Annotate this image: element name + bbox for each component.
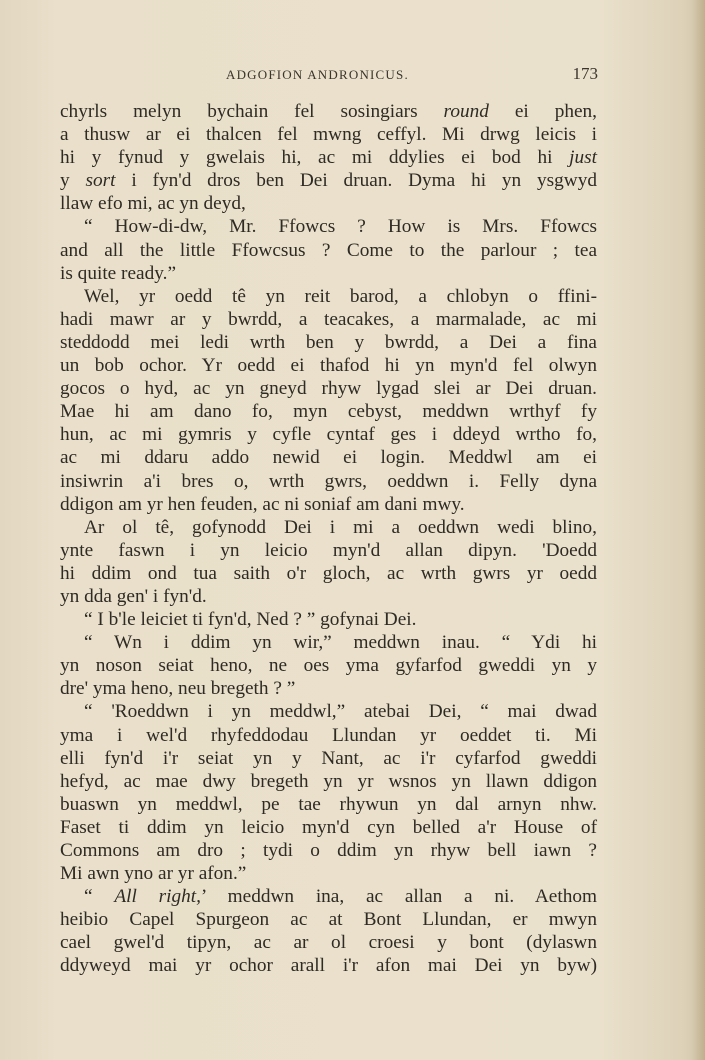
text-line bbox=[60, 123, 597, 146]
text-segment: Ar ol tê, gofynodd Dei i mi a oeddwn wedi blino, bbox=[84, 516, 597, 538]
text-line bbox=[60, 423, 597, 446]
body-text bbox=[60, 100, 597, 978]
running-head bbox=[58, 64, 598, 86]
text-line bbox=[60, 146, 597, 169]
text-segment: chyrls melyn bychain fel sosingiars bbox=[60, 101, 444, 122]
text-segment: “ 'Roeddwn i yn meddwl,” atebai Dei, “ mai dwad bbox=[84, 701, 597, 723]
text-line bbox=[60, 215, 597, 238]
text-line bbox=[60, 377, 597, 400]
text-segment: “ bbox=[84, 886, 115, 908]
text-line bbox=[60, 400, 597, 423]
text-line bbox=[60, 285, 597, 308]
text-segment: hefyd, ac mae dwy bregeth yn yr wsnos yn llawn ddigon bbox=[60, 770, 597, 792]
text-line bbox=[60, 169, 597, 192]
text-segment: yn dda gen' i fyn'd. bbox=[60, 585, 207, 607]
text-line bbox=[60, 862, 597, 885]
text-line bbox=[60, 608, 597, 631]
text-line bbox=[60, 446, 597, 469]
text-segment: Mi awn yno ar yr afon.” bbox=[60, 863, 247, 885]
text-segment: gocos o hyd, ac yn gneyd rhyw lygad slei ar Dei druan. bbox=[60, 378, 597, 400]
text-line bbox=[60, 262, 597, 285]
italic-text: sort bbox=[85, 170, 116, 192]
text-segment: hi ddim ond tua saith o'r gloch, ac wrth gwrs yr oedd bbox=[60, 562, 597, 584]
text-line bbox=[60, 354, 597, 377]
text-line bbox=[60, 470, 597, 493]
text-line bbox=[60, 954, 597, 977]
text-segment: y bbox=[60, 170, 86, 192]
text-line bbox=[60, 562, 597, 585]
text-segment: Wel, yr oedd tê yn reit barod, a chlobyn o ffini- bbox=[84, 285, 597, 307]
text-segment: insiwrin a'i bres o, wrth gwrs, oeddwn i. Felly dyna bbox=[60, 470, 597, 492]
text-line bbox=[60, 100, 597, 123]
text-segment: hadi mawr ar y bwrdd, a teacakes, a marmalade, ac mi bbox=[60, 308, 597, 330]
text-segment: steddodd mei ledi wrth ben y bwrdd, a Dei a fina bbox=[60, 331, 597, 353]
text-line bbox=[60, 493, 597, 516]
italic-text: round bbox=[443, 101, 489, 122]
text-segment: hi y fynud y gwelais hi, ac mi ddylies ei bod hi bbox=[60, 147, 570, 169]
text-segment: cael gwel'd tipyn, ac ar ol croesi y bont (dylaswn bbox=[60, 932, 597, 954]
text-segment: elli fyn'd i'r seiat yn y Nant, ac i'r cyfarfod gweddi bbox=[60, 747, 597, 769]
text-segment: “ I b'le leiciet ti fyn'd, Ned ? ” gofynai Dei. bbox=[84, 609, 417, 631]
text-line bbox=[60, 885, 597, 908]
text-line bbox=[60, 724, 597, 747]
text-line bbox=[60, 700, 597, 723]
text-line bbox=[60, 654, 597, 677]
text-line bbox=[60, 770, 597, 793]
text-segment: Faset ti ddim yn leicio myn'd cyn belled a'r House of bbox=[60, 816, 597, 838]
page-number: 173 bbox=[572, 64, 598, 83]
text-segment: buaswn yn meddwl, pe tae rhywun yn dal arnyn nhw. bbox=[60, 793, 597, 815]
page-edge bbox=[691, 0, 705, 1060]
text-segment: is quite ready.” bbox=[60, 262, 176, 284]
text-segment: ’ meddwn ina, ac allan a ni. Aethom bbox=[200, 886, 597, 908]
text-segment: un bob ochor. Yr oedd ei thafod hi yn myn'd fel olwyn bbox=[60, 355, 597, 377]
text-segment: dre' yma heno, neu bregeth ? ” bbox=[60, 678, 296, 700]
text-line bbox=[60, 747, 597, 770]
text-segment: ynte faswn i yn leicio myn'd allan dipyn. 'Doedd bbox=[60, 539, 597, 561]
text-segment: yma i wel'd rhyfeddodau Llundan yr oeddet ti. Mi bbox=[60, 724, 597, 746]
text-segment: hun, ac mi gymris y cyfle cyntaf ges i ddeyd wrtho fo, bbox=[60, 424, 597, 446]
running-head-title: ADGOFION ANDRONICUS. bbox=[226, 67, 409, 82]
text-line bbox=[60, 839, 597, 862]
text-segment: heibio Capel Spurgeon ac at Bont Llundan, er mwyn bbox=[60, 909, 597, 931]
text-line bbox=[60, 516, 597, 539]
text-line bbox=[60, 816, 597, 839]
text-line bbox=[60, 331, 597, 354]
text-segment: ei phen, bbox=[488, 101, 597, 122]
text-segment: Mae hi am dano fo, myn cebyst, meddwn wrthyf fy bbox=[60, 401, 597, 423]
text-segment: llaw efo mi, ac yn deyd, bbox=[60, 193, 246, 215]
text-line bbox=[60, 631, 597, 654]
text-segment: “ Wn i ddim yn wir,” meddwn inau. “ Ydi hi bbox=[84, 632, 597, 654]
text-segment: i fyn'd dros ben Dei druan. Dyma hi yn ysgwyd bbox=[115, 170, 597, 192]
text-line bbox=[60, 308, 597, 331]
text-segment: ddigon am yr hen feuden, ac ni soniaf am dani mwy. bbox=[60, 493, 465, 515]
text-segment: Commons am dro ; tydi o ddim yn rhyw bell iawn ? bbox=[60, 840, 597, 861]
text-line bbox=[60, 192, 597, 215]
text-segment: a thusw ar ei thalcen fel mwng ceffyl. Mi drwg leicis i bbox=[60, 124, 597, 146]
italic-text: All right, bbox=[114, 886, 201, 908]
text-line bbox=[60, 539, 597, 562]
text-line bbox=[60, 239, 597, 262]
text-segment: and all the little Ffowcsus ? Come to the parlour ; tea bbox=[60, 239, 597, 261]
text-line bbox=[60, 677, 597, 700]
text-segment: “ How-di-dw, Mr. Ffowcs ? How is Mrs. Ffowcs bbox=[84, 216, 597, 238]
text-segment: ddyweyd mai yr ochor arall i'r afon mai Dei yn byw) bbox=[60, 955, 597, 977]
text-segment: yn noson seiat heno, ne oes yma gyfarfod gweddi yn y bbox=[60, 655, 597, 677]
text-segment: ac mi ddaru addo newid ei login. Meddwl am ei bbox=[60, 447, 597, 469]
text-line bbox=[60, 931, 597, 954]
italic-text: just bbox=[569, 147, 597, 169]
text-line bbox=[60, 908, 597, 931]
text-line bbox=[60, 793, 597, 816]
text-line bbox=[60, 585, 597, 608]
